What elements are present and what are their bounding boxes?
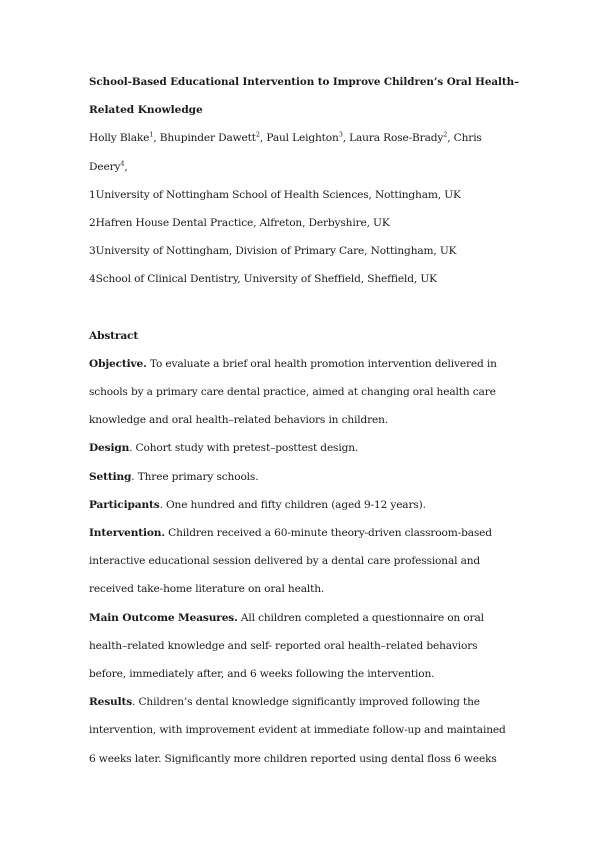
abstract-outcomes-line-3: before, immediately after, and 6 weeks following the intervention. — [89, 668, 435, 681]
author-last-name: Deery — [89, 160, 121, 173]
author-name: Holly Blake — [89, 132, 150, 145]
intervention-text: Children received a 60-minute theory-driven classroom-based — [164, 527, 492, 540]
paper-title-line-1: School-Based Educational Intervention to Improve Children’s Oral Health– — [89, 76, 520, 88]
manuscript-page — [89, 68, 519, 773]
abstract-objective-line-3: knowledge and oral health–related behaviors in children. — [89, 414, 389, 427]
author-affiliation-mark: 1 — [149, 130, 154, 139]
abstract-outcomes-line-2: health–related knowledge and self- reported oral health–related behaviors — [89, 639, 478, 652]
paper-title-line-2: Related Knowledge — [89, 104, 203, 117]
participants-text: . One hundred and fifty children (aged 9-12 years). — [159, 498, 426, 511]
author-name: Laura Rose-Brady — [349, 132, 444, 145]
abstract-outcomes-line-1 — [89, 604, 519, 632]
outcomes-label: Main Outcome Measures. — [89, 611, 238, 624]
author-list — [89, 124, 519, 152]
author-list-continued — [89, 153, 519, 181]
design-text: . Cohort study with pretest–posttest design. — [129, 442, 359, 455]
outcomes-text: All children completed a questionnaire on oral — [237, 611, 484, 624]
author-affiliation-mark: 3 — [338, 130, 343, 139]
results-text: . Children’s dental knowledge significantly improved following the — [132, 696, 480, 709]
affiliation-3: 3University of Nottingham, Division of Primary Care, Nottingham, UK — [89, 245, 457, 258]
abstract-heading: Abstract — [89, 329, 139, 342]
abstract-participants — [89, 491, 519, 519]
abstract-objective-line-2: schools by a primary care dental practice, aimed at changing oral health care — [89, 386, 496, 399]
author-separator: , — [124, 160, 128, 173]
abstract-intervention-line-1 — [89, 519, 519, 547]
author-separator: , — [342, 132, 350, 145]
abstract-objective-line-1 — [89, 350, 519, 378]
participants-label: Participants — [89, 498, 160, 511]
objective-text: To evaluate a brief oral health promotion intervention delivered in — [146, 357, 497, 370]
section-spacer — [89, 294, 519, 322]
setting-label: Setting — [89, 470, 132, 483]
affiliation-2: 2Hafren House Dental Practice, Alfreton, Derbyshire, UK — [89, 217, 390, 230]
author-affiliation-mark: 2 — [443, 130, 448, 139]
intervention-label: Intervention. — [89, 527, 165, 540]
abstract-setting — [89, 463, 519, 491]
author-name: Bhupinder Dawett — [159, 132, 256, 145]
abstract-results-line-3: 6 weeks later. Significantly more children reported using dental floss 6 weeks — [89, 752, 497, 765]
objective-label: Objective. — [89, 357, 147, 370]
abstract-intervention-line-2: interactive educational session delivered by a dental care professional and — [89, 555, 481, 568]
author-first-name: Chris — [453, 132, 482, 145]
setting-text: . Three primary schools. — [131, 470, 259, 483]
affiliation-1: 1University of Nottingham School of Health Sciences, Nottingham, UK — [89, 188, 461, 201]
results-label: Results — [89, 696, 133, 709]
abstract-design — [89, 434, 519, 462]
author-affiliation-mark: 2 — [255, 130, 260, 139]
abstract-results-line-2: intervention, with improvement evident at immediate follow-up and maintained — [89, 724, 506, 737]
affiliation-4: 4School of Clinical Dentistry, University of Sheffield, Sheffield, UK — [89, 273, 437, 286]
author-separator: , — [259, 132, 267, 145]
abstract-results-line-1 — [89, 688, 519, 716]
author-affiliation-mark: 4 — [120, 159, 125, 168]
author-name: Paul Leighton — [266, 132, 339, 145]
author-separator: , — [153, 132, 160, 145]
author-separator: , — [447, 132, 454, 145]
design-label: Design — [89, 442, 130, 455]
abstract-intervention-line-3: received take-home literature on oral health. — [89, 583, 325, 596]
